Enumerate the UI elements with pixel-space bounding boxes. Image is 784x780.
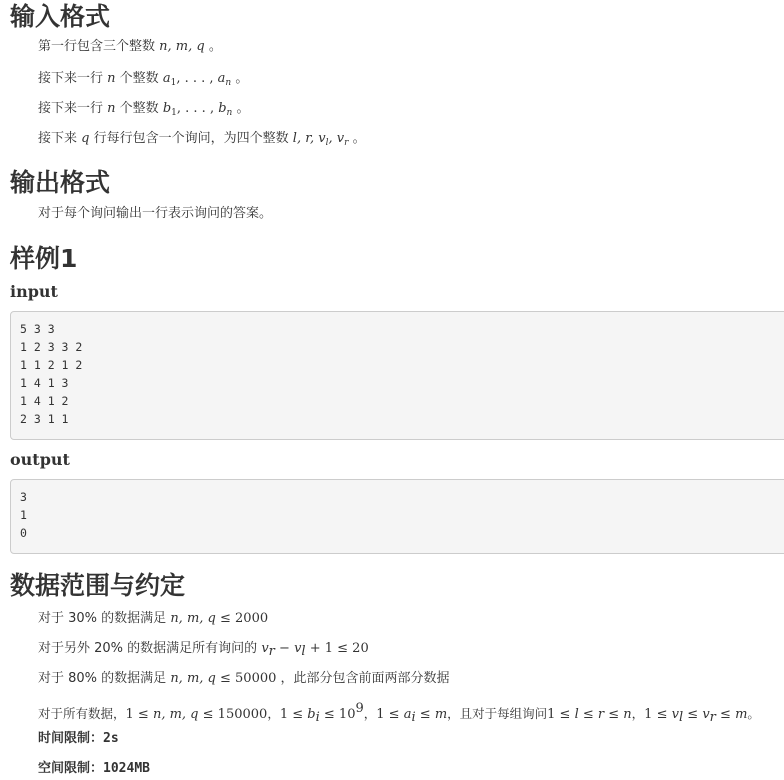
math-vars: l, r, v — [292, 131, 326, 146]
math-q: q — [81, 131, 90, 146]
text: 第一行包含三个整数 — [38, 39, 156, 54]
constraints-line-3 — [38, 670, 450, 688]
math: 1 ≤ — [644, 707, 672, 722]
math-minus: − — [274, 641, 295, 656]
sample-output-block[interactable]: 3 1 0 — [10, 479, 784, 554]
text: 。 — [352, 131, 366, 146]
math-v: v — [671, 707, 679, 722]
math-sub: 1 — [171, 108, 177, 118]
time-limit-value: 2s — [103, 731, 119, 746]
math-a: a — [403, 707, 412, 722]
constraints-line-2 — [38, 640, 369, 661]
math-sub: l — [325, 138, 329, 148]
input-format-line-3 — [38, 100, 250, 122]
math-query-vars — [293, 131, 349, 146]
math-nmq: n, m, q — [170, 611, 216, 626]
math-sup: 9 — [355, 701, 364, 716]
math: 1 ≤ — [125, 707, 153, 722]
math-relation: ≤ 2000 — [215, 611, 269, 626]
input-format-line-2 — [38, 70, 248, 92]
sample-input-label: input — [10, 282, 58, 301]
math-lrn: l ≤ r ≤ n — [574, 707, 632, 722]
output-format-line-1: 对于每个询问输出一行表示询问的答案。 — [38, 206, 273, 221]
math: 1 ≤ — [376, 707, 404, 722]
math: ≤ — [683, 707, 703, 722]
math-sub: l — [678, 710, 684, 725]
math-sub: r — [709, 710, 716, 725]
input-format-line-1 — [38, 38, 222, 56]
math-sub: i — [411, 710, 416, 725]
text: 对于 80% 的数据满足 — [38, 671, 167, 686]
math-dots: , . . . , — [176, 101, 219, 116]
memory-limit-value: 1024MB — [103, 761, 150, 776]
math-nmq: n, m, q — [152, 707, 199, 722]
text: 对于所有数据， — [38, 706, 126, 721]
constraints-line-1 — [38, 610, 268, 628]
math: 1 ≤ — [547, 707, 575, 722]
text: 。 — [747, 706, 760, 721]
math-a: a — [162, 71, 171, 86]
memory-limit-label: 空间限制： — [38, 761, 104, 776]
math-sub: 1 — [170, 78, 177, 88]
text: ， — [631, 706, 645, 721]
math-v: v — [261, 641, 269, 656]
math-relation: ≤ 50000 — [215, 671, 277, 686]
text: ，且对于每组询问 — [447, 706, 548, 721]
math-b: b — [218, 101, 227, 116]
math-m: m — [735, 707, 748, 722]
text: 个整数 — [119, 71, 159, 86]
text: 。 — [236, 101, 250, 116]
math-dots: , . . . , — [176, 71, 218, 86]
time-limit — [38, 730, 119, 748]
input-format-heading: 输入格式 — [10, 2, 111, 31]
text: ， — [363, 706, 377, 721]
math-sub: i — [315, 710, 320, 725]
text: ，此部分包含前面两部分数据 — [280, 671, 450, 686]
math: ≤ — [715, 707, 736, 722]
math-a-sequence — [163, 71, 231, 86]
math-v: v — [294, 641, 302, 656]
math-sub: r — [268, 644, 275, 659]
input-format-line-4 — [38, 130, 366, 152]
text: 对于 30% 的数据满足 — [38, 611, 167, 626]
math-n: n — [107, 71, 116, 86]
math-b: b — [162, 101, 172, 116]
text: 接下来 — [38, 131, 78, 146]
constraints-heading: 数据范围与约定 — [10, 571, 186, 600]
text: 对于另外 20% 的数据满足所有询问的 — [38, 641, 258, 656]
output-format-heading: 输出格式 — [10, 168, 111, 197]
math-nmq: n, m, q — [159, 39, 205, 54]
math-vars: , v — [328, 131, 345, 146]
math: ≤ 150000 — [198, 707, 268, 722]
math-b: b — [307, 707, 316, 722]
math-m: m — [434, 707, 448, 722]
math-n: n — [107, 101, 116, 116]
math-nmq: n, m, q — [170, 671, 216, 686]
sample-heading: 样例1 — [10, 244, 78, 273]
time-limit-label: 时间限制： — [38, 731, 104, 746]
sample-input-block[interactable]: 5 3 3 1 2 3 3 2 1 1 2 1 2 1 4 1 3 1 4 1 2 2 3 1 1 — [10, 311, 784, 440]
math: ≤ — [415, 707, 435, 722]
math-b-sequence — [163, 101, 233, 116]
text: 接下来一行 — [38, 101, 104, 116]
math-v: v — [702, 707, 710, 722]
math-a: a — [217, 71, 226, 86]
math-sub: n — [226, 108, 233, 118]
text: 。 — [208, 39, 222, 54]
text: ， — [267, 706, 280, 721]
text: 个整数 — [119, 101, 159, 116]
math: ≤ 10 — [319, 707, 356, 722]
text: 。 — [235, 71, 249, 86]
math-sub: n — [225, 78, 232, 88]
math-sub: r — [344, 138, 349, 148]
memory-limit — [38, 760, 150, 778]
sample-output-label: output — [10, 450, 70, 469]
math-relation: + 1 ≤ 20 — [305, 641, 369, 656]
math: 1 ≤ — [279, 707, 308, 722]
constraints-line-4 — [38, 700, 760, 727]
text: 接下来一行 — [38, 71, 104, 86]
math-sub: l — [301, 644, 306, 659]
text: 行每行包含一个询问，为四个整数 — [93, 131, 289, 146]
